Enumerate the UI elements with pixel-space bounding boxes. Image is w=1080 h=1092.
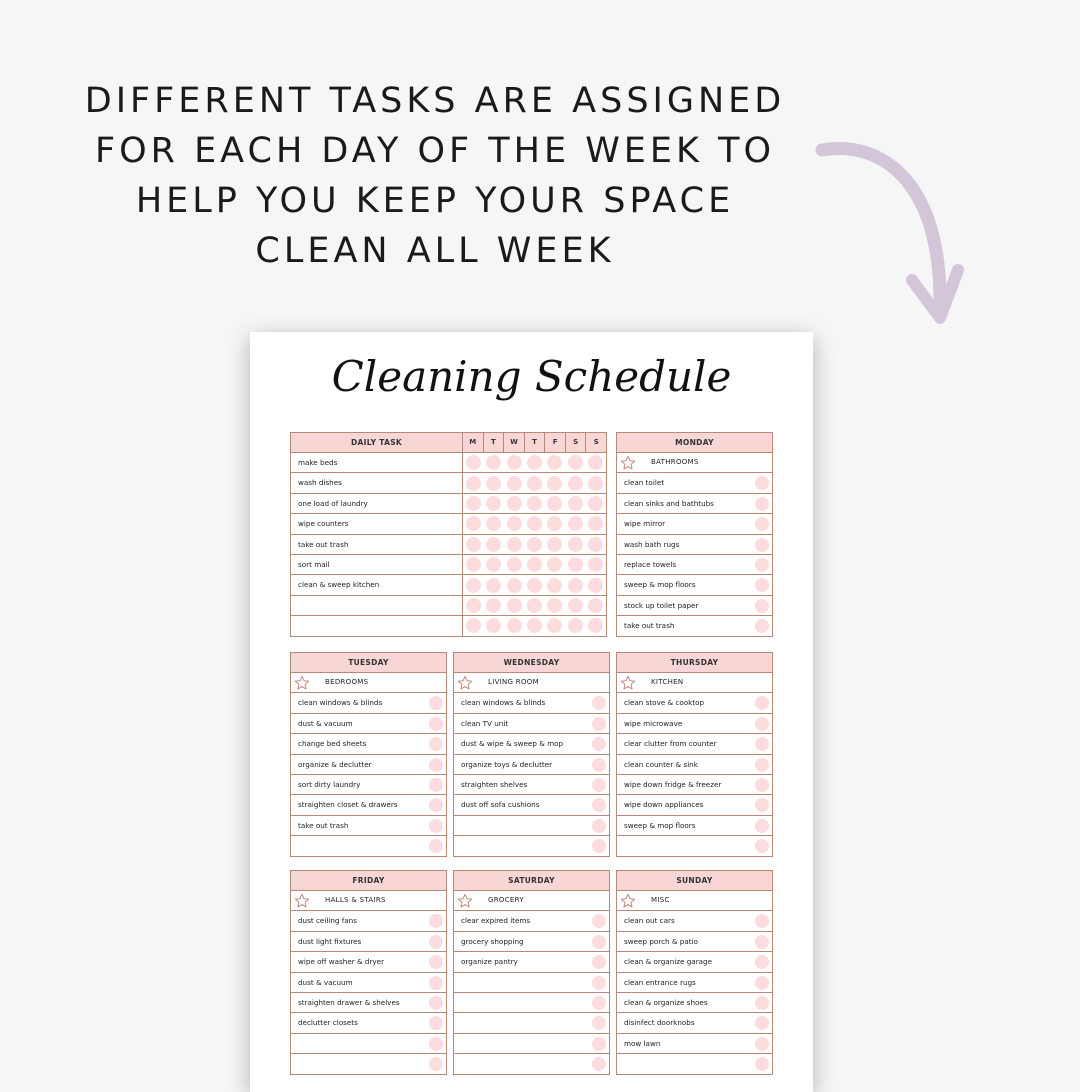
daily-checkbox[interactable] [463, 596, 483, 615]
daily-checkbox[interactable] [463, 494, 483, 513]
daily-checkbox[interactable] [504, 494, 524, 513]
task-label: sort dirty laundry [298, 779, 361, 789]
task-checkbox[interactable] [429, 819, 443, 833]
daily-checkbox[interactable] [483, 596, 503, 615]
task-label: take out trash [298, 820, 349, 830]
task-checkbox[interactable] [429, 758, 443, 772]
task-checkbox[interactable] [592, 935, 606, 949]
task-checkbox[interactable] [429, 935, 443, 949]
friday-task-row [291, 973, 446, 993]
saturday-task-row [454, 973, 609, 993]
daily-task-row: wipe counters [291, 514, 462, 534]
sunday-task-row [617, 952, 772, 972]
daily-checkbox-row [463, 453, 606, 473]
wednesday-room-label: LIVING ROOM [488, 678, 539, 686]
task-checkbox[interactable] [755, 717, 769, 731]
thursday-task-row [617, 816, 772, 836]
wednesday-task-row [454, 775, 609, 795]
daily-checkbox[interactable] [483, 494, 503, 513]
monday-task-row [617, 473, 772, 493]
daily-checkbox[interactable] [565, 555, 585, 574]
task-checkbox[interactable] [429, 696, 443, 710]
friday-room-label: HALLS & STAIRS [325, 896, 386, 904]
task-checkbox[interactable] [592, 1057, 606, 1071]
task-checkbox[interactable] [755, 578, 769, 592]
daily-task-header: DAILY TASK [291, 433, 462, 453]
task-label: clean windows & blinds [298, 698, 383, 708]
task-checkbox[interactable] [755, 1057, 769, 1071]
tuesday-task-row [291, 755, 446, 775]
daily-checkbox[interactable] [565, 473, 585, 492]
wednesday-task-row [454, 734, 609, 754]
task-checkbox[interactable] [592, 737, 606, 751]
wednesday-task-row [454, 795, 609, 815]
daily-checkbox-row [463, 473, 606, 493]
daily-task-row: clean & sweep kitchen [291, 575, 462, 595]
thursday-task-row [617, 755, 772, 775]
monday-task-row [617, 575, 772, 595]
task-label: wash bath rugs [624, 539, 680, 549]
saturday-task-row [454, 1013, 609, 1033]
task-label: sweep & mop floors [624, 580, 696, 590]
saturday-task-row [454, 952, 609, 972]
daily-checkbox[interactable] [524, 535, 544, 554]
wednesday-task-row [454, 714, 609, 734]
thursday-task-row [617, 693, 772, 713]
sunday-room-label: MISC [651, 896, 670, 904]
daily-checkbox[interactable] [504, 575, 524, 594]
daily-checkbox[interactable] [565, 596, 585, 615]
task-checkbox[interactable] [429, 839, 443, 853]
daily-checkbox-row [463, 494, 606, 514]
daily-checkbox[interactable] [504, 616, 524, 635]
daily-checkbox[interactable] [586, 555, 606, 574]
task-checkbox[interactable] [429, 717, 443, 731]
daily-checkbox[interactable] [545, 535, 565, 554]
task-label: clear clutter from counter [624, 739, 717, 749]
daily-checkbox[interactable] [463, 555, 483, 574]
daily-checkbox[interactable] [483, 555, 503, 574]
monday-task-row [617, 555, 772, 575]
task-label: clean & organize garage [624, 957, 713, 967]
daily-checkbox[interactable] [565, 575, 585, 594]
daily-checkbox[interactable] [586, 494, 606, 513]
daily-checkbox[interactable] [483, 616, 503, 635]
headline-line-1: DIFFERENT TASKS ARE ASSIGNED [84, 81, 786, 121]
task-checkbox[interactable] [755, 819, 769, 833]
daily-checkbox[interactable] [586, 514, 606, 533]
daily-checkbox[interactable] [483, 453, 503, 472]
friday-task-row [291, 1034, 446, 1054]
daily-checkbox[interactable] [504, 514, 524, 533]
daily-checkbox[interactable] [463, 453, 483, 472]
daily-checkbox[interactable] [463, 616, 483, 635]
friday-task-row [291, 911, 446, 931]
daily-checkbox[interactable] [545, 494, 565, 513]
sunday-task-row [617, 993, 772, 1013]
daily-checkbox[interactable] [565, 494, 585, 513]
task-label: change bed sheets [298, 739, 367, 749]
task-checkbox[interactable] [592, 778, 606, 792]
daily-checkbox[interactable] [483, 535, 503, 554]
task-label: clean stove & cooktop [624, 698, 705, 708]
task-checkbox[interactable] [429, 1037, 443, 1051]
task-label: take out trash [624, 621, 675, 631]
task-label: dust light fixtures [298, 936, 362, 946]
task-label: straighten closet & drawers [298, 800, 398, 810]
friday-task-row [291, 952, 446, 972]
task-label: stock up toilet paper [624, 600, 699, 610]
daily-checkbox-row [463, 575, 606, 595]
tuesday-room-row [291, 673, 446, 693]
task-checkbox[interactable] [755, 1037, 769, 1051]
daily-checkbox-grid [463, 433, 606, 636]
task-label: mow lawn [624, 1038, 661, 1048]
daily-task-row: one load of laundry [291, 494, 462, 514]
task-checkbox[interactable] [592, 839, 606, 853]
task-label: clean & organize shoes [624, 997, 708, 1007]
sunday-task-row [617, 973, 772, 993]
thursday-task-row [617, 775, 772, 795]
task-label: grocery shopping [461, 936, 524, 946]
task-checkbox[interactable] [429, 737, 443, 751]
daily-checkbox[interactable] [463, 473, 483, 492]
wednesday-task-row [454, 693, 609, 713]
task-checkbox[interactable] [429, 976, 443, 990]
saturday-task-row [454, 932, 609, 952]
daily-checkbox[interactable] [586, 616, 606, 635]
daily-checkbox[interactable] [524, 494, 544, 513]
monday-task-row [617, 494, 772, 514]
daily-checkbox[interactable] [524, 616, 544, 635]
task-label: clean out cars [624, 916, 675, 926]
tuesday-task-row [291, 775, 446, 795]
task-label: dust & wipe & sweep & mop [461, 739, 564, 749]
day-letter: T [524, 433, 545, 452]
task-checkbox[interactable] [429, 996, 443, 1010]
task-checkbox[interactable] [755, 798, 769, 812]
day-letter: M [469, 438, 477, 446]
monday-task-row [617, 535, 772, 555]
saturday-task-row [454, 911, 609, 931]
thursday-header: THURSDAY [617, 653, 772, 673]
saturday-room-row [454, 891, 609, 911]
task-checkbox[interactable] [429, 955, 443, 969]
friday-box [290, 870, 447, 1075]
daily-task-row: take out trash [291, 535, 462, 555]
task-label: replace towels [624, 559, 677, 569]
tuesday-task-row [291, 693, 446, 713]
task-label: wipe microwave [624, 718, 683, 728]
saturday-task-row [454, 1034, 609, 1054]
headline-line-2: FOR EACH DAY OF THE WEEK TO [94, 131, 776, 171]
task-label: straighten shelves [461, 779, 528, 789]
tuesday-task-row [291, 795, 446, 815]
daily-checkbox[interactable] [586, 575, 606, 594]
task-checkbox[interactable] [755, 599, 769, 613]
monday-task-row [617, 514, 772, 534]
task-label: clean counter & sink [624, 759, 698, 769]
day-letter: S [585, 433, 606, 452]
headline [40, 76, 830, 276]
daily-checkbox[interactable] [504, 473, 524, 492]
sheet-title: Cleaning Schedule [331, 352, 732, 401]
tuesday-header: TUESDAY [291, 653, 446, 673]
task-label: wipe down fridge & freezer [624, 779, 722, 789]
task-label: clean entrance rugs [624, 977, 696, 987]
daily-checkbox[interactable] [483, 575, 503, 594]
thursday-task-row [617, 836, 772, 855]
daily-task-table [290, 432, 607, 637]
wednesday-header: WEDNESDAY [454, 653, 609, 673]
sunday-task-row [617, 911, 772, 931]
daily-checkbox[interactable] [504, 555, 524, 574]
friday-task-row [291, 1013, 446, 1033]
task-checkbox[interactable] [592, 955, 606, 969]
daily-checkbox[interactable] [483, 514, 503, 533]
task-label: wipe mirror [624, 519, 666, 529]
headline-line-4: CLEAN ALL WEEK [255, 231, 615, 271]
task-checkbox[interactable] [755, 558, 769, 572]
saturday-box [453, 870, 610, 1075]
task-label: organize & declutter [298, 759, 372, 769]
daily-checkbox[interactable] [586, 596, 606, 615]
task-checkbox[interactable] [755, 758, 769, 772]
task-label: straighten drawer & shelves [298, 997, 400, 1007]
task-checkbox[interactable] [592, 696, 606, 710]
sunday-box [616, 870, 773, 1075]
task-label: dust off sofa cushions [461, 800, 540, 810]
task-label: wipe off washer & dryer [298, 957, 385, 967]
saturday-header: SATURDAY [454, 871, 609, 891]
task-checkbox[interactable] [429, 798, 443, 812]
daily-checkbox[interactable] [545, 453, 565, 472]
friday-task-row [291, 1054, 446, 1073]
daily-task-row: make beds [291, 453, 462, 473]
daily-checkbox[interactable] [463, 575, 483, 594]
task-checkbox[interactable] [755, 538, 769, 552]
task-label: organize toys & declutter [461, 759, 553, 769]
saturday-room-label: GROCERY [488, 896, 524, 904]
tuesday-task-row [291, 836, 446, 855]
task-label: clean toilet [624, 478, 665, 488]
task-checkbox[interactable] [429, 1016, 443, 1030]
saturday-task-row [454, 993, 609, 1013]
daily-checkbox[interactable] [504, 596, 524, 615]
daily-checkbox[interactable] [524, 596, 544, 615]
monday-box [616, 432, 773, 637]
task-checkbox[interactable] [592, 1037, 606, 1051]
task-checkbox[interactable] [755, 517, 769, 531]
tuesday-task-row [291, 714, 446, 734]
wednesday-task-row [454, 816, 609, 836]
task-label: dust & vacuum [298, 977, 353, 987]
monday-task-row [617, 616, 772, 635]
task-checkbox[interactable] [755, 935, 769, 949]
thursday-box [616, 652, 773, 857]
sunday-task-row [617, 1034, 772, 1054]
day-letter: F [544, 433, 565, 452]
task-checkbox[interactable] [755, 619, 769, 633]
monday-room-label: BATHROOMS [651, 458, 699, 466]
daily-checkbox-row [463, 596, 606, 616]
daily-checkbox[interactable] [545, 596, 565, 615]
daily-checkbox[interactable] [504, 535, 524, 554]
task-checkbox[interactable] [592, 914, 606, 928]
wednesday-task-row [454, 836, 609, 855]
task-checkbox[interactable] [592, 798, 606, 812]
friday-task-row [291, 993, 446, 1013]
task-checkbox[interactable] [755, 955, 769, 969]
daily-checkbox[interactable] [483, 473, 503, 492]
daily-checkbox[interactable] [524, 514, 544, 533]
daily-checkbox[interactable] [565, 514, 585, 533]
daily-checkbox[interactable] [565, 535, 585, 554]
daily-checkbox[interactable] [524, 575, 544, 594]
day-letter: S [565, 433, 586, 452]
task-label: declutter closets [298, 1018, 358, 1028]
daily-checkbox-row [463, 514, 606, 534]
wednesday-task-row [454, 755, 609, 775]
daily-task-row: wash dishes [291, 473, 462, 493]
sunday-header: SUNDAY [617, 871, 772, 891]
daily-checkbox[interactable] [463, 535, 483, 554]
sunday-task-row [617, 1054, 772, 1073]
daily-checkbox[interactable] [524, 555, 544, 574]
daily-checkbox[interactable] [524, 453, 544, 472]
daily-checkbox[interactable] [545, 616, 565, 635]
monday-room-row [617, 453, 772, 473]
sunday-task-row [617, 1013, 772, 1033]
daily-checkbox[interactable] [463, 514, 483, 533]
daily-checkbox[interactable] [545, 575, 565, 594]
daily-checkbox[interactable] [565, 616, 585, 635]
daily-checkbox-row [463, 535, 606, 555]
task-checkbox[interactable] [755, 778, 769, 792]
thursday-room-label: KITCHEN [651, 678, 684, 686]
task-checkbox[interactable] [429, 1057, 443, 1071]
tuesday-room-label: BEDROOMS [325, 678, 369, 686]
task-checkbox[interactable] [755, 737, 769, 751]
cleaning-schedule-sheet [250, 332, 813, 1092]
daily-checkbox[interactable] [524, 473, 544, 492]
tuesday-task-row [291, 816, 446, 836]
thursday-room-row [617, 673, 772, 693]
thursday-task-row [617, 795, 772, 815]
task-label: dust ceiling fans [298, 916, 357, 926]
daily-task-row [291, 596, 462, 616]
daily-checkbox[interactable] [545, 514, 565, 533]
task-checkbox[interactable] [429, 914, 443, 928]
day-letter: T [483, 433, 504, 452]
task-label: clean TV unit [461, 718, 509, 728]
daily-checkbox[interactable] [545, 473, 565, 492]
daily-checkbox[interactable] [504, 453, 524, 472]
daily-checkbox-row [463, 555, 606, 575]
task-checkbox[interactable] [592, 976, 606, 990]
daily-checkbox[interactable] [586, 453, 606, 472]
task-checkbox[interactable] [755, 497, 769, 511]
task-checkbox[interactable] [592, 758, 606, 772]
saturday-task-row [454, 1054, 609, 1073]
daily-checkbox[interactable] [586, 473, 606, 492]
task-checkbox[interactable] [429, 778, 443, 792]
friday-room-row [291, 891, 446, 911]
task-label: disinfect doorknobs [624, 1018, 695, 1028]
monday-header: MONDAY [617, 433, 772, 453]
friday-header: FRIDAY [291, 871, 446, 891]
wednesday-box [453, 652, 610, 857]
tuesday-box [290, 652, 447, 857]
task-checkbox[interactable] [755, 839, 769, 853]
task-label: sweep porch & patio [624, 936, 698, 946]
daily-checkbox-row [463, 616, 606, 635]
task-checkbox[interactable] [755, 476, 769, 490]
tuesday-task-row [291, 734, 446, 754]
task-label: wipe down appliances [624, 800, 704, 810]
sunday-room-row [617, 891, 772, 911]
daily-task-column [291, 433, 463, 636]
task-checkbox[interactable] [755, 696, 769, 710]
task-label: clean sinks and bathtubs [624, 498, 714, 508]
thursday-task-row [617, 734, 772, 754]
thursday-task-row [617, 714, 772, 734]
daily-checkbox[interactable] [545, 555, 565, 574]
daily-checkbox[interactable] [586, 535, 606, 554]
task-checkbox[interactable] [592, 717, 606, 731]
daily-checkbox[interactable] [565, 453, 585, 472]
task-checkbox[interactable] [755, 996, 769, 1010]
friday-task-row [291, 932, 446, 952]
daily-task-row: sort mail [291, 555, 462, 575]
headline-line-3: HELP YOU KEEP YOUR SPACE [135, 181, 735, 221]
task-checkbox[interactable] [755, 976, 769, 990]
monday-task-row [617, 596, 772, 616]
daily-task-row [291, 616, 462, 635]
wednesday-room-row [454, 673, 609, 693]
curved-arrow-icon [800, 120, 980, 340]
task-label: clean windows & blinds [461, 698, 546, 708]
task-label: organize pantry [461, 957, 518, 967]
task-checkbox[interactable] [592, 819, 606, 833]
task-label: sweep & mop floors [624, 820, 696, 830]
task-checkbox[interactable] [592, 996, 606, 1010]
task-label: dust & vacuum [298, 718, 353, 728]
day-letter: W [503, 433, 524, 452]
task-checkbox[interactable] [592, 1016, 606, 1030]
sunday-task-row [617, 932, 772, 952]
task-checkbox[interactable] [755, 914, 769, 928]
task-label: clear expired items [461, 916, 531, 926]
task-checkbox[interactable] [755, 1016, 769, 1030]
